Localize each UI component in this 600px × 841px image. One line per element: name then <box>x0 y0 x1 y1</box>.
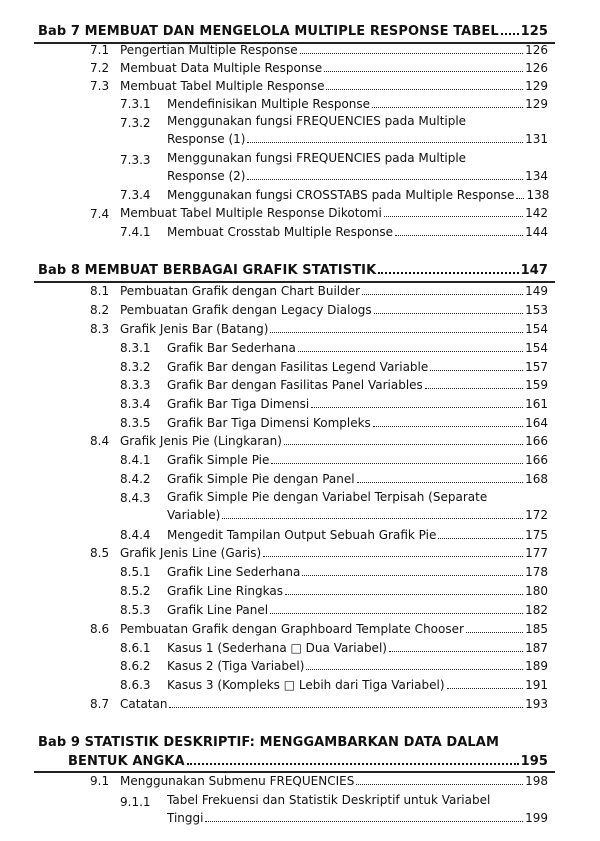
entry-page: 178 <box>525 565 548 579</box>
chapter-page: 147 <box>520 263 548 278</box>
entry-number: 8.5.1 <box>120 565 151 579</box>
entry-page: 180 <box>525 584 548 598</box>
entry-title-continued: Response (2) <box>167 169 246 183</box>
dot-leader <box>302 575 523 576</box>
entry-page: 191 <box>525 678 548 692</box>
entry-page: 159 <box>525 378 548 392</box>
dot-leader <box>324 71 523 72</box>
entry-number: 7.3 <box>90 79 110 93</box>
entry-title-continued: Variable) <box>167 508 221 522</box>
dot-leader <box>425 388 523 389</box>
entry-number: 8.6.2 <box>120 659 151 673</box>
entry-title: Mengedit Tampilan Output Sebuah Grafik Pie <box>167 528 437 542</box>
entry-number: 8.7 <box>90 697 110 711</box>
entry-number: 8.6.3 <box>120 678 151 692</box>
entry-title-continued: Tinggi <box>167 811 204 825</box>
toc-entry[interactable] <box>120 283 548 299</box>
dot-leader <box>205 821 523 822</box>
dot-leader <box>378 272 518 274</box>
entry-title: Grafik Bar Sederhana <box>167 341 296 355</box>
entry-number: 7.3.3 <box>120 153 151 167</box>
entry-page: 131 <box>525 132 548 146</box>
dot-leader <box>447 688 524 689</box>
entry-page: 129 <box>525 79 548 93</box>
toc-entry[interactable] <box>167 640 548 656</box>
dot-leader <box>326 89 523 90</box>
entry-title: Menggunakan fungsi FREQUENCIES pada Multiple <box>167 151 467 165</box>
entry-number: 8.6 <box>90 622 110 636</box>
dot-leader <box>169 707 523 708</box>
entry-number: 7.4 <box>90 207 110 221</box>
toc-entry[interactable] <box>167 96 548 112</box>
entry-page: 142 <box>525 206 548 220</box>
entry-title: Kasus 1 (Sederhana □ Dua Variabel) <box>167 641 387 655</box>
entry-number: 7.3.2 <box>120 116 151 130</box>
entry-page: 168 <box>525 472 548 486</box>
toc-entry[interactable] <box>167 658 548 674</box>
entry-title: Grafik Simple Pie <box>167 453 270 467</box>
entry-number: 8.6.1 <box>120 641 151 655</box>
entry-number: 8.3.3 <box>120 378 151 392</box>
dot-leader <box>300 53 523 54</box>
dot-leader <box>284 444 523 445</box>
entry-title: Menggunakan fungsi FREQUENCIES pada Multiple <box>167 114 467 128</box>
toc-entry[interactable] <box>167 677 548 693</box>
toc-entry[interactable] <box>120 78 548 94</box>
dot-leader <box>395 235 523 236</box>
entry-number: 8.2 <box>90 303 110 317</box>
entry-number: 8.4.3 <box>120 491 151 505</box>
dot-leader <box>306 669 523 670</box>
entry-number: 8.4 <box>90 434 110 448</box>
entry-title: Grafik Bar Tiga Dimensi Kompleks <box>167 416 371 430</box>
entry-title: Grafik Bar dengan Fasilitas Legend Variable <box>167 360 429 374</box>
toc-entry[interactable] <box>167 527 548 543</box>
entry-page: 182 <box>525 603 548 617</box>
chapter-title: Bab 8 MEMBUAT BERBAGAI GRAFIK STATISTIK <box>38 263 377 278</box>
entry-page: 164 <box>525 416 548 430</box>
entry-page: 189 <box>525 659 548 673</box>
toc-entry[interactable] <box>167 583 548 599</box>
toc-entry[interactable] <box>120 60 548 76</box>
entry-number: 8.3 <box>90 322 110 336</box>
entry-title: Grafik Line Panel <box>167 603 269 617</box>
dot-leader <box>389 651 523 652</box>
chapter-9-heading[interactable]: Bab 9 STATISTIK DESKRIPTIF: MENGGAMBARKAN DATA DALAM <box>38 735 499 750</box>
dot-leader <box>263 556 523 557</box>
entry-title: Grafik Bar Tiga Dimensi <box>167 397 310 411</box>
dot-leader <box>356 784 523 785</box>
entry-page: 166 <box>525 434 548 448</box>
dot-leader <box>373 426 523 427</box>
entry-page: 187 <box>525 641 548 655</box>
dot-leader <box>311 407 523 408</box>
chapter-8-heading[interactable] <box>38 263 548 279</box>
toc-entry[interactable] <box>167 396 548 412</box>
dot-leader <box>430 370 523 371</box>
entry-page: 161 <box>525 397 548 411</box>
dot-leader <box>362 294 523 295</box>
dot-leader <box>270 613 523 614</box>
entry-page: 144 <box>525 225 548 239</box>
entry-title: Membuat Crosstab Multiple Response <box>167 225 394 239</box>
toc-entry[interactable] <box>167 359 548 375</box>
toc-entry[interactable] <box>167 810 548 826</box>
dot-leader <box>516 198 524 199</box>
chapter-title: Bab 7 MEMBUAT DAN MENGELOLA MULTIPLE RESPONSE TABEL <box>38 24 499 39</box>
entry-title: Pembuatan Grafik dengan Chart Builder <box>120 284 361 298</box>
toc-entry[interactable] <box>167 564 548 580</box>
entry-page: 199 <box>525 811 548 825</box>
toc-entry[interactable] <box>167 187 548 203</box>
toc-entry[interactable] <box>120 42 548 58</box>
entry-page: 198 <box>525 774 548 788</box>
dot-leader <box>247 142 523 143</box>
entry-page: 175 <box>525 528 548 542</box>
entry-title: Grafik Line Sederhana <box>167 565 301 579</box>
entry-page: 134 <box>525 169 548 183</box>
dot-leader <box>466 632 523 633</box>
entry-page: 126 <box>525 61 548 75</box>
chapter-7-heading[interactable] <box>38 24 548 40</box>
entry-title: Menggunakan fungsi CROSSTABS pada Multiple Response <box>167 188 515 202</box>
chapter-page: 125 <box>520 24 548 39</box>
entry-title: Catatan <box>120 697 168 711</box>
entry-page: 177 <box>525 546 548 560</box>
entry-number: 9.1 <box>90 774 110 788</box>
entry-number: 8.1 <box>90 284 110 298</box>
entry-number: 8.5.3 <box>120 603 151 617</box>
toc-entry[interactable] <box>167 471 548 487</box>
toc-entry[interactable] <box>120 621 548 637</box>
toc-entry[interactable] <box>167 131 548 147</box>
entry-number: 9.1.1 <box>120 795 151 809</box>
dot-leader <box>285 594 523 595</box>
entry-number: 8.4.4 <box>120 528 151 542</box>
entry-page: 154 <box>525 322 548 336</box>
entry-number: 7.4.1 <box>120 225 151 239</box>
entry-number: 8.5 <box>90 546 110 560</box>
toc-entry[interactable] <box>120 696 548 712</box>
entry-number: 8.4.2 <box>120 472 151 486</box>
toc-entry[interactable] <box>167 377 548 393</box>
chapter-title-continued: BENTUK ANGKA <box>68 754 185 769</box>
toc-entry[interactable] <box>120 433 548 449</box>
entry-number: 8.4.1 <box>120 453 151 467</box>
entry-page: 138 <box>526 188 550 202</box>
entry-title: Grafik Line Ringkas <box>167 584 283 598</box>
toc-entry[interactable] <box>167 507 548 523</box>
entry-title: Grafik Simple Pie dengan Variabel Terpisah (Separate <box>167 490 488 504</box>
toc-entry[interactable] <box>167 340 548 356</box>
entry-title: Pengertian Multiple Response <box>120 43 298 57</box>
chapter-page: 195 <box>520 754 548 769</box>
entry-title: Membuat Data Multiple Response <box>120 61 323 75</box>
dot-leader <box>357 482 524 483</box>
entry-title: Pembuatan Grafik dengan Legacy Dialogs <box>120 303 372 317</box>
entry-title: Menggunakan Submenu FREQUENCIES <box>120 774 355 788</box>
dot-leader <box>247 179 523 180</box>
entry-page: 172 <box>525 508 548 522</box>
entry-page: 185 <box>525 622 548 636</box>
toc-entry[interactable] <box>120 302 548 318</box>
dot-leader <box>374 313 523 314</box>
chapter-9-heading-continued[interactable] <box>68 754 548 770</box>
toc-entry[interactable] <box>167 415 548 431</box>
entry-page: 126 <box>525 43 548 57</box>
entry-number: 8.5.2 <box>120 584 151 598</box>
entry-title: Kasus 2 (Tiga Variabel) <box>167 659 305 673</box>
toc-entry[interactable] <box>167 452 548 468</box>
entry-title: Kasus 3 (Kompleks □ Lebih dari Tiga Variabel) <box>167 678 445 692</box>
entry-number: 7.3.1 <box>120 97 151 111</box>
entry-title: Grafik Simple Pie dengan Panel <box>167 472 355 486</box>
toc-entry[interactable] <box>120 773 548 789</box>
entry-title: Membuat Tabel Multiple Response <box>120 79 325 93</box>
entry-page: 193 <box>525 697 548 711</box>
entry-number: 8.3.1 <box>120 341 151 355</box>
entry-number: 8.3.5 <box>120 416 151 430</box>
entry-title-continued: Response (1) <box>167 132 246 146</box>
entry-page: 157 <box>525 360 548 374</box>
entry-title: Grafik Jenis Line (Garis) <box>120 546 262 560</box>
entry-number: 7.3.4 <box>120 188 151 202</box>
dot-leader <box>298 351 523 352</box>
entry-page: 153 <box>525 303 548 317</box>
entry-number: 8.3.2 <box>120 360 151 374</box>
dot-leader <box>222 518 523 519</box>
dot-leader <box>438 538 523 539</box>
entry-title: Pembuatan Grafik dengan Graphboard Template Chooser <box>120 622 464 636</box>
entry-title: Grafik Bar dengan Fasilitas Panel Variables <box>167 378 423 392</box>
dot-leader <box>187 763 519 765</box>
entry-page: 154 <box>525 341 548 355</box>
toc-entry[interactable] <box>167 224 548 240</box>
toc-entry[interactable] <box>120 321 548 337</box>
dot-leader <box>270 332 523 333</box>
dot-leader <box>501 33 519 35</box>
toc-entry[interactable] <box>120 545 548 561</box>
entry-number: 8.3.4 <box>120 397 151 411</box>
entry-number: 7.2 <box>90 61 110 75</box>
entry-title: Tabel Frekuensi dan Statistik Deskriptif untuk Variabel <box>167 793 491 807</box>
entry-title: Grafik Jenis Pie (Lingkaran) <box>120 434 282 448</box>
toc-entry[interactable] <box>167 602 548 618</box>
dot-leader <box>372 107 523 108</box>
entry-page: 166 <box>525 453 548 467</box>
toc-entry[interactable] <box>167 168 548 184</box>
entry-page: 129 <box>525 97 548 111</box>
toc-entry[interactable] <box>120 205 548 221</box>
dot-leader <box>271 463 523 464</box>
entry-title: Mendefinisikan Multiple Response <box>167 97 371 111</box>
entry-title: Grafik Jenis Bar (Batang) <box>120 322 269 336</box>
entry-number: 7.1 <box>90 43 110 57</box>
entry-title: Membuat Tabel Multiple Response Dikotomi <box>120 206 382 220</box>
entry-page: 149 <box>525 284 548 298</box>
dot-leader <box>384 216 523 217</box>
